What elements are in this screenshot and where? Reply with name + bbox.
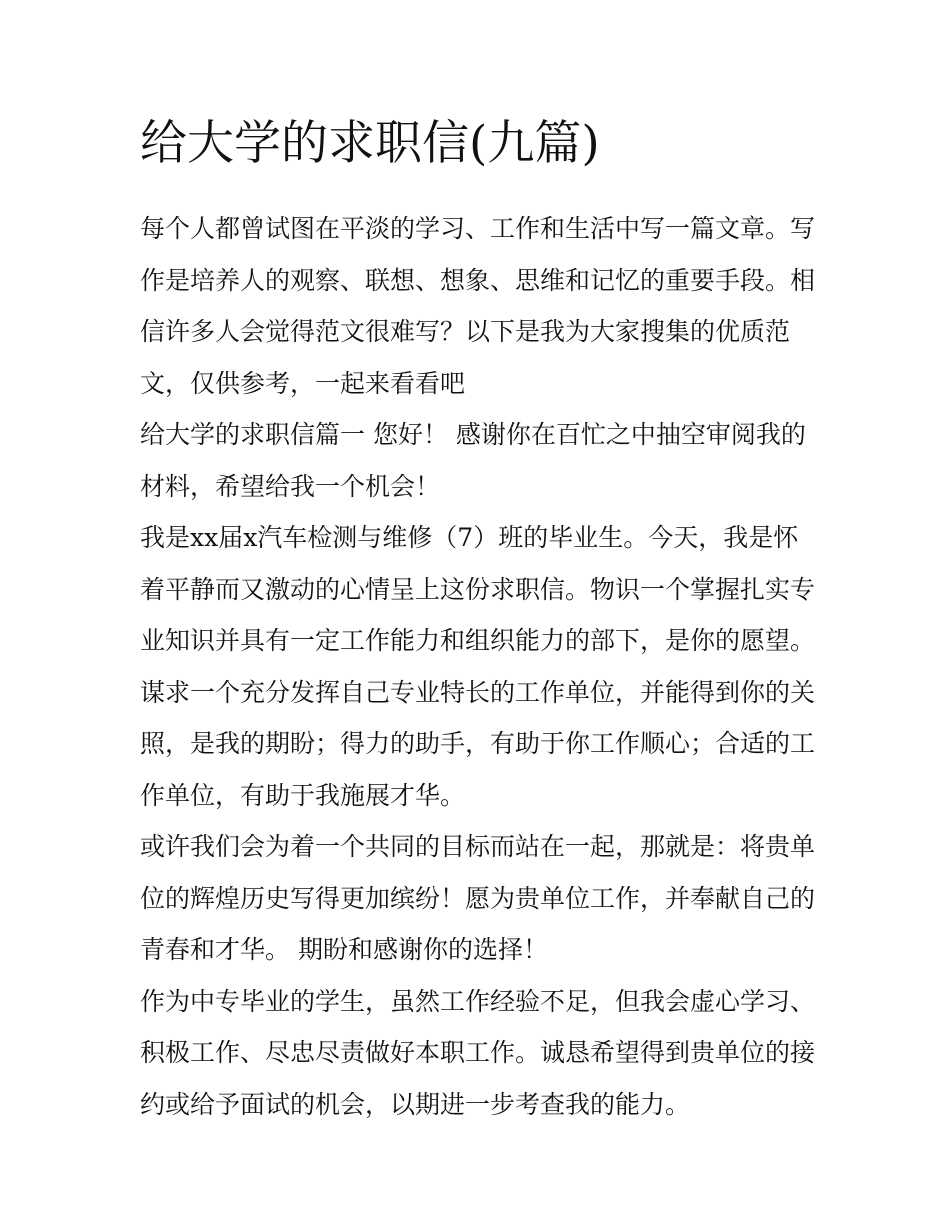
document-body (140, 203, 820, 1130)
page-title: 给大学的求职信(九篇) (140, 116, 600, 171)
paragraph-shared-goal: 或许我们会为着一个共同的目标而站在一起，那就是：将贵单位的辉煌历史写得更加缤纷！愿为贵单位工作，并奉献自己的青春和才华。 期盼和感谢你的选择！ (140, 832, 816, 964)
paragraph-greeting: 给大学的求职信篇一 您好！ 感谢你在百忙之中抽空审阅我的材料，希望给我一个机会！ (140, 420, 806, 501)
paragraph-closing: 作为中专毕业的学生，虽然工作经验不足，但我会虚心学习、积极工作、尽忠尽责做好本职工作。诚恳希望得到贵单位的接约或给予面试的机会，以期进一步考查我的能力。 (140, 986, 816, 1119)
paragraph-self-introduction: 我是xx届x汽车检测与维修（7）班的毕业生。今天，我是怀着平静而又激动的心情呈上这份求职信。物识一个掌握扎实专业知识并具有一定工作能力和组织能力的部下，是你的愿望。谋求一个充分发挥自己专业特长的工作单位，并能得到你的关照，是我的期盼；得力的助手，有助于你工作顺心；合适的工作单位，有助于我施展才华。 (140, 523, 816, 810)
paragraph-intro: 每个人都曾试图在平淡的学习、工作和生活中写一篇文章。写作是培养人的观察、联想、想象、思维和记忆的重要手段。相信许多人会觉得范文很难写？以下是我为大家搜集的优质范文，仅供参考，一起来看看吧 (140, 214, 816, 398)
